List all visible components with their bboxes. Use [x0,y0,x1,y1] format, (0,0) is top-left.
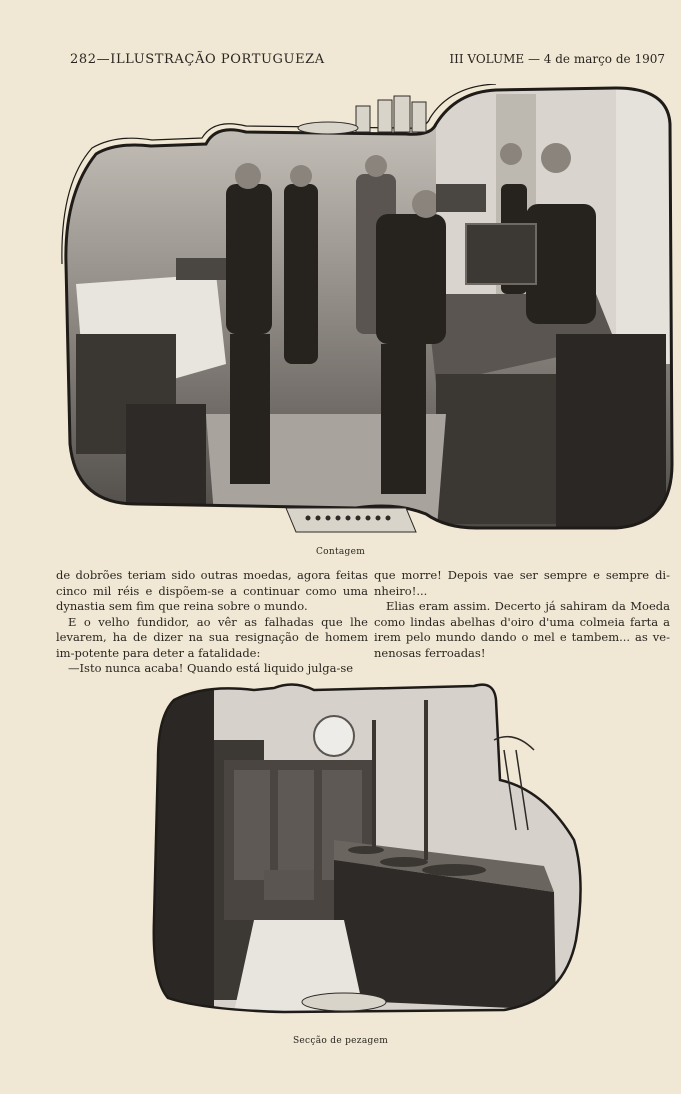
caption-seccao-pezagem: Secção de pezagem [292,1036,389,1046]
paragraph: —Isto nunca acaba! Quando está liquido julga-se [68,661,354,675]
caption-contagem: Contagem [315,547,366,557]
volume-date: III VOLUME — 4 de março de 1907 [449,52,665,66]
paragraph: E o velho fundidor, ao vêr as falhadas que lhe levarem, ha de dizer na sua resignação de homem im-potente para deter a fatalidade: [56,614,368,660]
paragraph: que morre! Depois vae ser sempre e sempre di-nheiro!... [374,568,670,598]
running-title: 282—ILLUSTRAÇÃO PORTUGUEZA [70,52,325,67]
paragraph: de dobrões teriam sido outras moedas, agora feitas cinco mil réis e dispõem-se a continuar como uma dynastia sem fim que reina sobre o mundo. [56,568,368,613]
photo-contagem [56,84,676,540]
page-header [0,52,681,70]
text-column-right [374,568,670,661]
paragraph: Elias eram assim. Decerto já sahiram da Moeda como lindas abelhas d'oiro d'uma colmeia farta a irem pelo mundo dando o mel e tambem... as ve-nenosas ferroadas! [374,599,670,660]
text-column-left [56,568,368,677]
photo-seccao-pezagem [144,680,594,1025]
